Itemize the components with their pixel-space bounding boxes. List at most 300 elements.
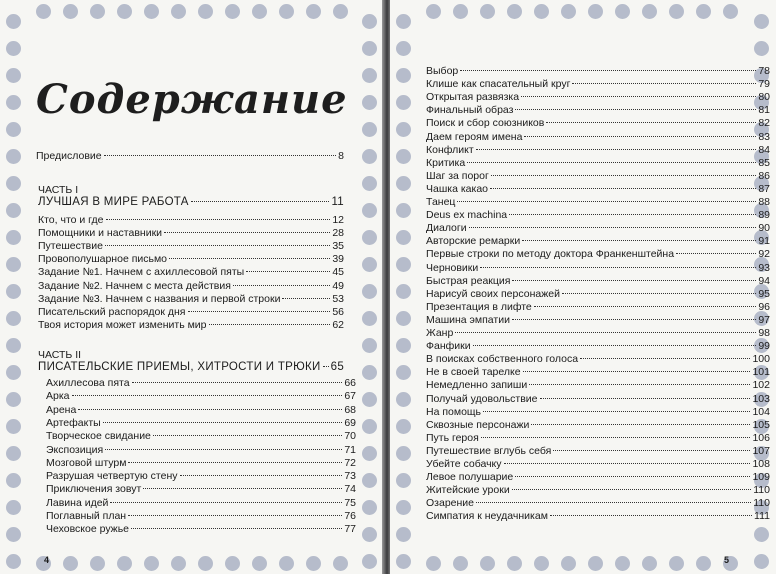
leader-dots (476, 149, 757, 150)
toc-entry-page: 97 (758, 313, 770, 326)
border-dot (362, 284, 377, 299)
toc-entry-page: 110 (753, 497, 770, 510)
toc-entry-page: 102 (752, 379, 770, 392)
toc-entry-title: Выбор (426, 65, 459, 77)
toc-entry-page: 84 (758, 143, 770, 156)
toc-entry-title: Поглавный план (46, 510, 127, 522)
border-dot (669, 4, 684, 19)
toc-entry-title: Задание №3. Начнем с названия и первой строки (38, 292, 281, 305)
border-dot (6, 14, 21, 29)
toc-entry-page: 73 (344, 470, 356, 483)
toc-entry (46, 417, 356, 429)
border-dot (6, 284, 21, 299)
toc-entry (426, 117, 770, 129)
border-dot (117, 556, 132, 571)
toc-entry (426, 314, 770, 326)
border-dot (198, 556, 213, 571)
toc-entry (426, 301, 770, 313)
border-dot (362, 95, 377, 110)
toc-entry-page: 98 (758, 327, 770, 339)
toc-entry (38, 280, 344, 292)
border-dot (171, 4, 186, 19)
toc-entry (426, 235, 770, 247)
border-dot (362, 68, 377, 83)
border-dot (754, 14, 769, 29)
border-dot (171, 556, 186, 571)
border-dot (36, 4, 51, 19)
border-dot (225, 4, 240, 19)
toc-entry-page: 81 (758, 104, 770, 117)
toc-entry-title: Фанфики (426, 340, 471, 353)
toc-entry-title: Первые строки по методу доктора Франкенштейна (426, 248, 675, 261)
toc-entry-page: 78 (758, 65, 770, 77)
toc-entry-page: 111 (754, 510, 770, 523)
border-dot (615, 556, 630, 571)
border-dot (669, 556, 684, 571)
toc-entry-page: 108 (752, 458, 770, 470)
toc-entry-title: Житейские уроки (426, 484, 510, 497)
toc-entry-page: 92 (758, 248, 770, 261)
toc-entry (426, 379, 770, 391)
border-dot (6, 257, 21, 272)
leader-dots (490, 188, 756, 189)
border-dot (396, 473, 411, 488)
border-dot (362, 392, 377, 407)
border-dot (362, 527, 377, 542)
toc-entry (426, 78, 770, 90)
border-dot (396, 230, 411, 245)
toc-entry (426, 393, 770, 405)
part-2-heading (38, 361, 344, 373)
leader-dots (534, 306, 757, 307)
toc-entry (46, 510, 356, 522)
leader-dots (282, 298, 330, 299)
leader-dots (523, 371, 751, 372)
part-heading-title: ПИСАТЕЛЬСКИЕ ПРИЕМЫ, ХИТРОСТИ И ТРЮКИ (38, 361, 321, 373)
toc-entry-page: 12 (332, 214, 344, 226)
leader-dots (512, 319, 756, 320)
toc-entry-title: Твоя история может изменить мир (38, 318, 207, 331)
border-dot (588, 556, 603, 571)
leader-dots (504, 463, 751, 464)
border-dot (63, 556, 78, 571)
border-dot (6, 203, 21, 218)
border-dot (362, 311, 377, 326)
toc-entry-page: 107 (752, 444, 770, 457)
toc-entry-page: 104 (752, 405, 770, 418)
border-dot (252, 556, 267, 571)
toc-entry-title: Даем героям имена (426, 130, 523, 143)
border-dot (396, 554, 411, 569)
border-dot (396, 446, 411, 461)
toc-entry-page: 68 (344, 403, 356, 416)
toc-entry (38, 253, 344, 265)
leader-dots (180, 475, 343, 476)
toc-entry-title: Получай удовольствие (426, 392, 538, 405)
toc-entry-page: 105 (752, 418, 770, 431)
toc-entry-title: Быстрая реакция (426, 274, 511, 287)
toc-entry-page: 53 (332, 292, 344, 305)
toc-entry-title: Арка (46, 390, 70, 403)
border-dot (480, 556, 495, 571)
border-dot (642, 556, 657, 571)
toc-entry-page: 82 (758, 117, 770, 130)
leader-dots (524, 136, 756, 137)
border-dot (6, 122, 21, 137)
border-dot (6, 419, 21, 434)
toc-entry (46, 444, 356, 456)
border-dot (588, 4, 603, 19)
leader-dots (562, 293, 756, 294)
leader-dots (540, 398, 751, 399)
toc-entry-title: Шаг за порог (426, 169, 489, 182)
toc-entry (46, 430, 356, 442)
toc-entry (426, 65, 770, 77)
leader-dots (553, 450, 750, 451)
border-dot (534, 4, 549, 19)
toc-entry (426, 471, 770, 483)
toc-entry-page: 87 (758, 182, 770, 195)
border-dot (396, 68, 411, 83)
border-dot (723, 4, 738, 19)
border-dot (6, 230, 21, 245)
part-heading-page: 65 (330, 361, 345, 373)
border-dot (6, 149, 21, 164)
border-dot (362, 176, 377, 191)
page-number-right: 5 (724, 555, 730, 565)
border-dot (362, 230, 377, 245)
toc-entry-title: Чашка какао (426, 182, 489, 195)
toc-entry-title: Презентация в лифте (426, 300, 532, 313)
border-dot (396, 176, 411, 191)
toc-entry-title: Путешествие (38, 240, 103, 253)
toc-entry (426, 510, 770, 522)
leader-dots (521, 96, 756, 97)
part-1-label: ЧАСТЬ I (38, 184, 79, 196)
toc-entry-page: 90 (758, 222, 770, 235)
leader-dots (132, 382, 343, 383)
border-dot (6, 95, 21, 110)
border-dot (90, 4, 105, 19)
border-dot (362, 473, 377, 488)
toc-entry-page: 109 (752, 471, 770, 484)
toc-entry-title: Клише как спасательный круг (426, 78, 571, 91)
toc-entry (38, 293, 344, 305)
toc-entry-page: 77 (344, 523, 356, 536)
toc-entry-title: Немедленно запиши (426, 379, 528, 392)
border-dot (144, 556, 159, 571)
border-dot (6, 365, 21, 380)
toc-entry-title: Ахиллесова пята (46, 377, 130, 389)
toc-entry-title: Открытая развязка (426, 91, 520, 104)
toc-entry-page: 94 (758, 274, 770, 287)
toc-entry (426, 445, 770, 457)
toc-entry-title: Мозговой штурм (46, 456, 127, 469)
toc-entry (426, 497, 770, 509)
toc-entry-title: Творческое свидание (46, 430, 151, 443)
toc-entry (426, 406, 770, 418)
leader-dots (209, 324, 331, 325)
leader-dots (104, 155, 337, 156)
toc-entry-title: Нарисуй своих персонажей (426, 287, 560, 300)
toc-entry-title: На помощь (426, 405, 482, 418)
border-dot (6, 500, 21, 515)
border-dot (696, 556, 711, 571)
toc-entry-page: 49 (332, 279, 344, 292)
border-dot (144, 4, 159, 19)
border-dot (279, 556, 294, 571)
toc-entry-title: Артефакты (46, 416, 101, 429)
part-heading-title: ЛУЧШАЯ В МИРЕ РАБОТА (38, 196, 189, 208)
toc-entry (426, 288, 770, 300)
toc-entry (426, 209, 770, 221)
border-dot (6, 554, 21, 569)
toc-entry-page: 88 (758, 196, 770, 208)
toc-entry-page: 56 (332, 305, 344, 318)
toc-entry (38, 240, 344, 252)
left-page (0, 0, 384, 574)
toc-entry-title: Задание №1. Начнем с ахиллесовой пяты (38, 266, 245, 279)
border-dot (333, 4, 348, 19)
toc-entry-title: Арена (46, 403, 77, 416)
leader-dots (128, 462, 342, 463)
toc-entry-page: 103 (752, 392, 770, 405)
border-dot (534, 556, 549, 571)
border-dot (6, 176, 21, 191)
leader-dots (529, 384, 750, 385)
border-dot (507, 556, 522, 571)
page-number-left: 4 (44, 555, 50, 565)
border-dot (615, 4, 630, 19)
leader-dots (550, 515, 752, 516)
leader-dots (546, 122, 756, 123)
toc-entry-page: 71 (344, 443, 356, 456)
toc-entry (426, 432, 770, 444)
toc-entry-page: 99 (758, 340, 770, 353)
border-dot (6, 41, 21, 56)
toc-entry-page: 101 (752, 366, 770, 379)
border-dot (6, 473, 21, 488)
toc-entry (426, 484, 770, 496)
leader-dots (78, 409, 342, 410)
border-dot (362, 500, 377, 515)
toc-entry (426, 104, 770, 116)
leader-dots (467, 162, 756, 163)
border-dot (396, 392, 411, 407)
toc-entry (46, 377, 356, 389)
leader-dots (323, 366, 329, 367)
border-dot (453, 556, 468, 571)
toc-entry (38, 266, 344, 278)
toc-entry-page: 80 (758, 91, 770, 104)
border-dot (6, 527, 21, 542)
border-dot (362, 149, 377, 164)
toc-entry (46, 523, 356, 535)
toc-entry-title: Писательский распорядок дня (38, 305, 186, 318)
border-dot (396, 500, 411, 515)
toc-entry (426, 458, 770, 470)
border-dot (396, 338, 411, 353)
border-dot (480, 4, 495, 19)
toc-entry (426, 419, 770, 431)
toc-entry-page: 62 (332, 318, 344, 331)
toc-entry-title: Разрушая четвертую стену (46, 470, 178, 483)
leader-dots (491, 175, 756, 176)
toc-entry-title: Авторские ремарки (426, 235, 521, 248)
toc-entry (38, 306, 344, 318)
toc-entry (426, 366, 770, 378)
border-dot (642, 4, 657, 19)
leader-dots (103, 422, 343, 423)
leader-dots (580, 358, 750, 359)
toc-entry-title: Сквозные персонажи (426, 418, 530, 431)
toc-entry-page: 28 (332, 227, 344, 240)
leader-dots (105, 449, 342, 450)
leader-dots (455, 332, 756, 333)
leader-dots (522, 240, 756, 241)
toc-entry-page: 67 (344, 390, 356, 403)
leader-dots (512, 489, 752, 490)
toc-entry (426, 327, 770, 339)
leader-dots (188, 311, 331, 312)
toc-entry-title: Убейте собачку (426, 458, 502, 470)
leader-dots (72, 395, 343, 396)
toc-entry-page: 35 (332, 240, 344, 253)
border-dot (198, 4, 213, 19)
toc-entry-page: 106 (752, 431, 770, 444)
toc-entry (38, 319, 344, 331)
leader-dots (460, 70, 756, 71)
leader-dots (676, 253, 756, 254)
border-dot (306, 4, 321, 19)
toc-entry-page: 86 (758, 169, 770, 182)
leader-dots (572, 83, 756, 84)
leader-dots (128, 515, 342, 516)
leader-dots (457, 201, 756, 202)
border-dot (362, 365, 377, 380)
toc-entry-page: 89 (758, 209, 770, 222)
leader-dots (469, 227, 757, 228)
border-dot (333, 556, 348, 571)
toc-entry-page: 39 (332, 253, 344, 266)
part-2-label: ЧАСТЬ II (38, 349, 82, 361)
leader-dots (531, 424, 750, 425)
toc-entry-title: Критика (426, 156, 466, 169)
border-dot (362, 257, 377, 272)
contents-title: Содержание (36, 76, 348, 123)
toc-entry-title: Машина эмпатии (426, 313, 510, 326)
toc-entry (426, 222, 770, 234)
border-dot (396, 365, 411, 380)
border-dot (225, 556, 240, 571)
leader-dots (509, 214, 756, 215)
border-dot (396, 284, 411, 299)
border-dot (426, 4, 441, 19)
toc-entry-intro (36, 150, 344, 162)
toc-entry (426, 131, 770, 143)
part-1-heading (38, 196, 344, 208)
toc-entry-title: В поисках собственного голоса (426, 353, 579, 366)
leader-dots (131, 528, 342, 529)
toc-entry-title: Левое полушарие (426, 471, 514, 484)
border-dot (90, 556, 105, 571)
leader-dots (233, 285, 330, 286)
leader-dots (512, 280, 756, 281)
toc-entry (426, 275, 770, 287)
leader-dots (515, 476, 750, 477)
toc-entry-title: Черновики (426, 261, 479, 274)
toc-entry-page: 8 (338, 150, 344, 162)
toc-entry-title: Озарение (426, 497, 475, 510)
border-dot (754, 527, 769, 542)
leader-dots (246, 271, 330, 272)
toc-entry (426, 196, 770, 208)
border-dot (362, 419, 377, 434)
border-dot (396, 149, 411, 164)
toc-entry (38, 227, 344, 239)
toc-entry (426, 91, 770, 103)
toc-entry-page: 91 (758, 235, 770, 248)
toc-entry-title: Лавина идей (46, 496, 109, 509)
toc-entry (426, 157, 770, 169)
toc-entry-page: 93 (758, 261, 770, 274)
leader-dots (153, 435, 342, 436)
toc-entry-title: Не в своей тарелке (426, 366, 521, 379)
border-dot (396, 257, 411, 272)
border-dot (6, 392, 21, 407)
border-dot (362, 446, 377, 461)
toc-entry-page: 69 (344, 416, 356, 429)
toc-entry-page: 96 (758, 300, 770, 313)
leader-dots (143, 488, 342, 489)
toc-entry-title: Приключения зовут (46, 483, 142, 496)
border-dot (63, 4, 78, 19)
toc-entry-title: Жанр (426, 327, 454, 339)
toc-entry-page: 74 (344, 483, 356, 496)
toc-entry-title: Диалоги (426, 222, 467, 235)
toc-entry-title: Кто, что и где (38, 214, 104, 226)
toc-entry (46, 470, 356, 482)
toc-entry (426, 340, 770, 352)
border-dot (362, 203, 377, 218)
toc-entry-page: 66 (344, 377, 356, 389)
toc-entry-page: 72 (344, 456, 356, 469)
border-dot (362, 122, 377, 137)
toc-entry-page: 100 (752, 353, 770, 366)
border-dot (426, 556, 441, 571)
right-page (390, 0, 776, 574)
toc-entry (46, 497, 356, 509)
toc-entry-page: 83 (758, 130, 770, 143)
border-dot (453, 4, 468, 19)
toc-entry-page: 85 (758, 156, 770, 169)
border-dot (362, 338, 377, 353)
toc-entry-title: Чеховское ружье (46, 523, 130, 536)
leader-dots (164, 232, 330, 233)
toc-entry-title: Симпатия к неудачникам (426, 510, 548, 523)
leader-dots (481, 437, 751, 438)
border-dot (396, 122, 411, 137)
border-dot (396, 527, 411, 542)
border-dot (396, 311, 411, 326)
toc-entry-page: 79 (758, 78, 770, 91)
leader-dots (105, 245, 330, 246)
border-dot (252, 4, 267, 19)
border-dot (6, 338, 21, 353)
toc-entry (426, 183, 770, 195)
toc-entry (426, 144, 770, 156)
toc-entry (426, 353, 770, 365)
